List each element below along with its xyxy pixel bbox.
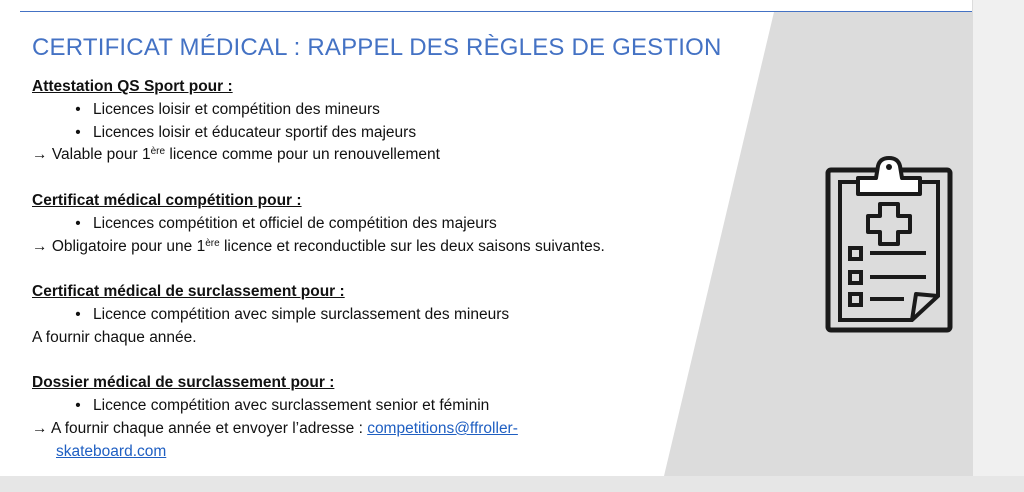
- slide-content: [32, 76, 732, 464]
- email-link-continued[interactable]: skateboard.com: [56, 442, 167, 460]
- window-side-strip: [972, 0, 1024, 492]
- list-item-text: Licences loisir et compétition des mineurs: [93, 100, 380, 118]
- list-item-text: Licences loisir et éducateur sportif des majeurs: [93, 123, 417, 141]
- bullet-dot: •: [75, 100, 81, 118]
- top-rule: [20, 11, 972, 12]
- slide-title: CERTIFICAT MÉDICAL : RAPPEL DES RÈGLES DE GESTION: [32, 34, 722, 61]
- window-bottom-strip: [0, 476, 1024, 492]
- note-text: Valable pour 1: [51, 146, 151, 164]
- list-item: [32, 122, 732, 145]
- list-item-text: Licence compétition avec surclassement senior et féminin: [93, 397, 490, 415]
- list-item: [32, 99, 732, 122]
- bullet-dot: •: [75, 397, 81, 415]
- email-link[interactable]: competitions@ffroller-: [367, 419, 518, 437]
- section-note: A fournir chaque année.: [32, 328, 197, 346]
- bullet-dot: •: [75, 123, 81, 141]
- section-heading-qs-sport: Attestation QS Sport pour :: [32, 78, 233, 95]
- note-text: A fournir chaque année et envoyer l’adresse :: [50, 419, 368, 437]
- medical-clipboard-icon: [824, 154, 954, 336]
- list-item: [32, 304, 732, 327]
- bullet-dot: •: [75, 305, 81, 323]
- arrow-symbol: →: [32, 146, 48, 164]
- superscript: ère: [205, 237, 220, 249]
- list-item: [32, 213, 732, 236]
- section-note: [32, 144, 732, 167]
- superscript: ère: [150, 146, 166, 158]
- section-heading-dossier: Dossier médical de surclassement pour :: [32, 374, 335, 392]
- bullet-dot: •: [75, 214, 81, 232]
- note-text: licence et reconductible sur les deux saisons suivantes.: [219, 237, 605, 255]
- section-note: [32, 418, 732, 441]
- section-heading-surclassement: Certificat médical de surclassement pour :: [32, 283, 345, 301]
- section-note: [32, 236, 732, 259]
- list-item-text: Licences compétition et officiel de compétition des majeurs: [93, 214, 497, 232]
- list-item: [32, 395, 732, 418]
- section-note-continued: [32, 441, 732, 464]
- note-text: licence comme pour un renouvellement: [165, 146, 440, 164]
- arrow-symbol: →: [32, 419, 48, 437]
- list-item-text: Licence compétition avec simple surclassement des mineurs: [93, 305, 510, 323]
- section-heading-competition: Certificat médical compétition pour :: [32, 191, 302, 209]
- note-text: Obligatoire pour une 1: [51, 237, 206, 255]
- arrow-symbol: →: [32, 237, 48, 255]
